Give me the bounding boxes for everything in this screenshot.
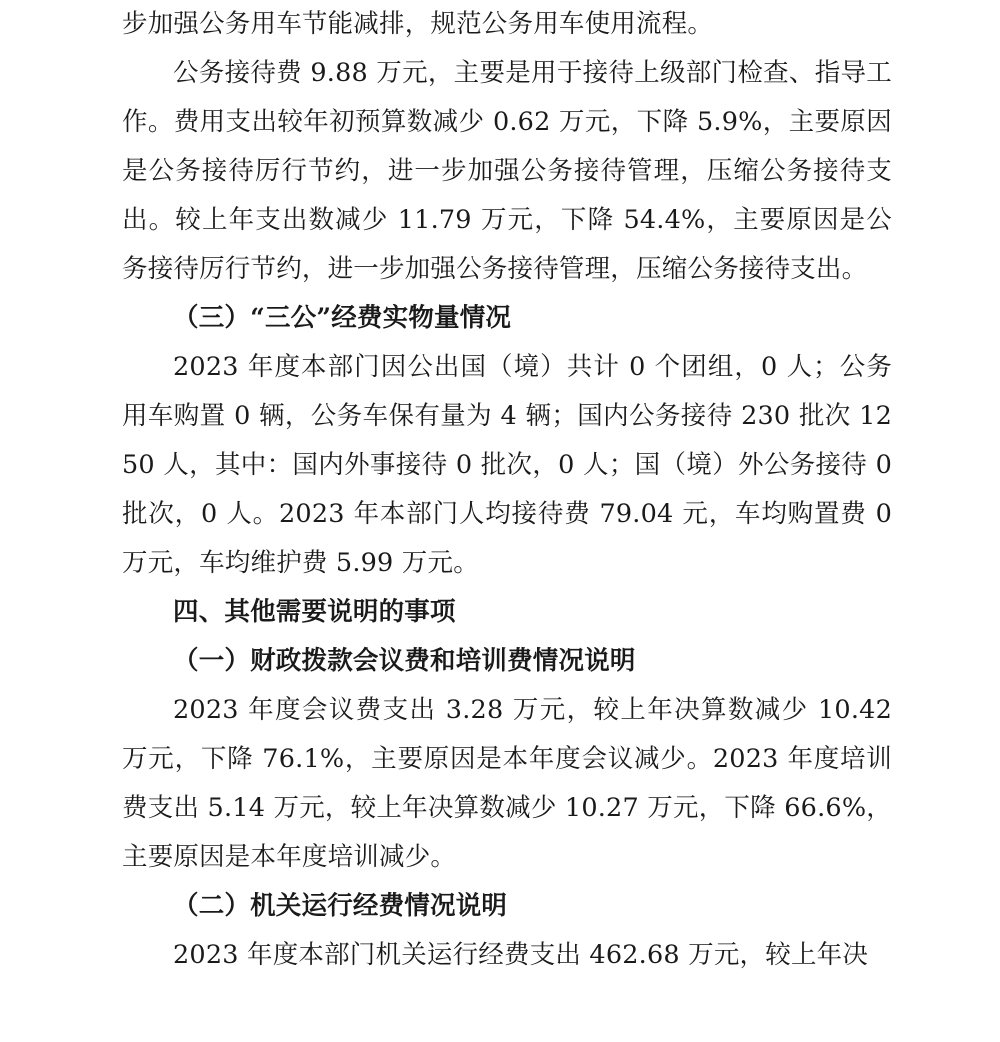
subheading-three-public-physical: （三）“三公”经费实物量情况 — [173, 303, 512, 333]
document-body — [122, 0, 892, 980]
subheading-agency-operating: （二）机关运行经费情况说明 — [173, 891, 508, 921]
para-hospitality-expense: 公务接待费 9.88 万元，主要是用于接待上级部门检查、指导工作。费用支出较年初预算数减少 0.62 万元，下降 5.9%，主要原因是公务接待厉行节约，进一步加强公务接待管理，压缩公务接待支出。较上年支出数减少 11.79 万元，下降 54.4%，主要原因是公务接待厉行节约，进一步加强公务接待管理，压缩公务接待支出。 — [122, 58, 892, 284]
para-agency-operating-detail: 2023 年度本部门机关运行经费支出 462.68 万元，较上年决 — [173, 940, 869, 970]
subheading-meeting-training: （一）财政拨款会议费和培训费情况说明 — [173, 646, 636, 676]
para-meeting-training-detail: 2023 年度会议费支出 3.28 万元，较上年决算数减少 10.42 万元，下降 76.1%，主要原因是本年度会议减少。2023 年度培训费支出 5.14 万元，较上年决算数减少 10.27 万元，下降 66.6%，主要原因是本年度培训减少。 — [122, 695, 892, 872]
para-vehicle-continued: 步加强公务用车节能减排，规范公务用车使用流程。 — [122, 9, 714, 39]
heading-other-matters: 四、其他需要说明的事项 — [173, 597, 456, 627]
para-physical-quantity: 2023 年度本部门因公出国（境）共计 0 个团组，0 人；公务用车购置 0 辆，公务车保有量为 4 辆；国内公务接待 230 批次 1250 人，其中：国内外事接待 0 批次，0 人；国（境）外公务接待 0 批次，0 人。2023 年本部门人均接待费 79.04 元，车均购置费 0 万元，车均维护费 5.99 万元。 — [122, 352, 892, 578]
